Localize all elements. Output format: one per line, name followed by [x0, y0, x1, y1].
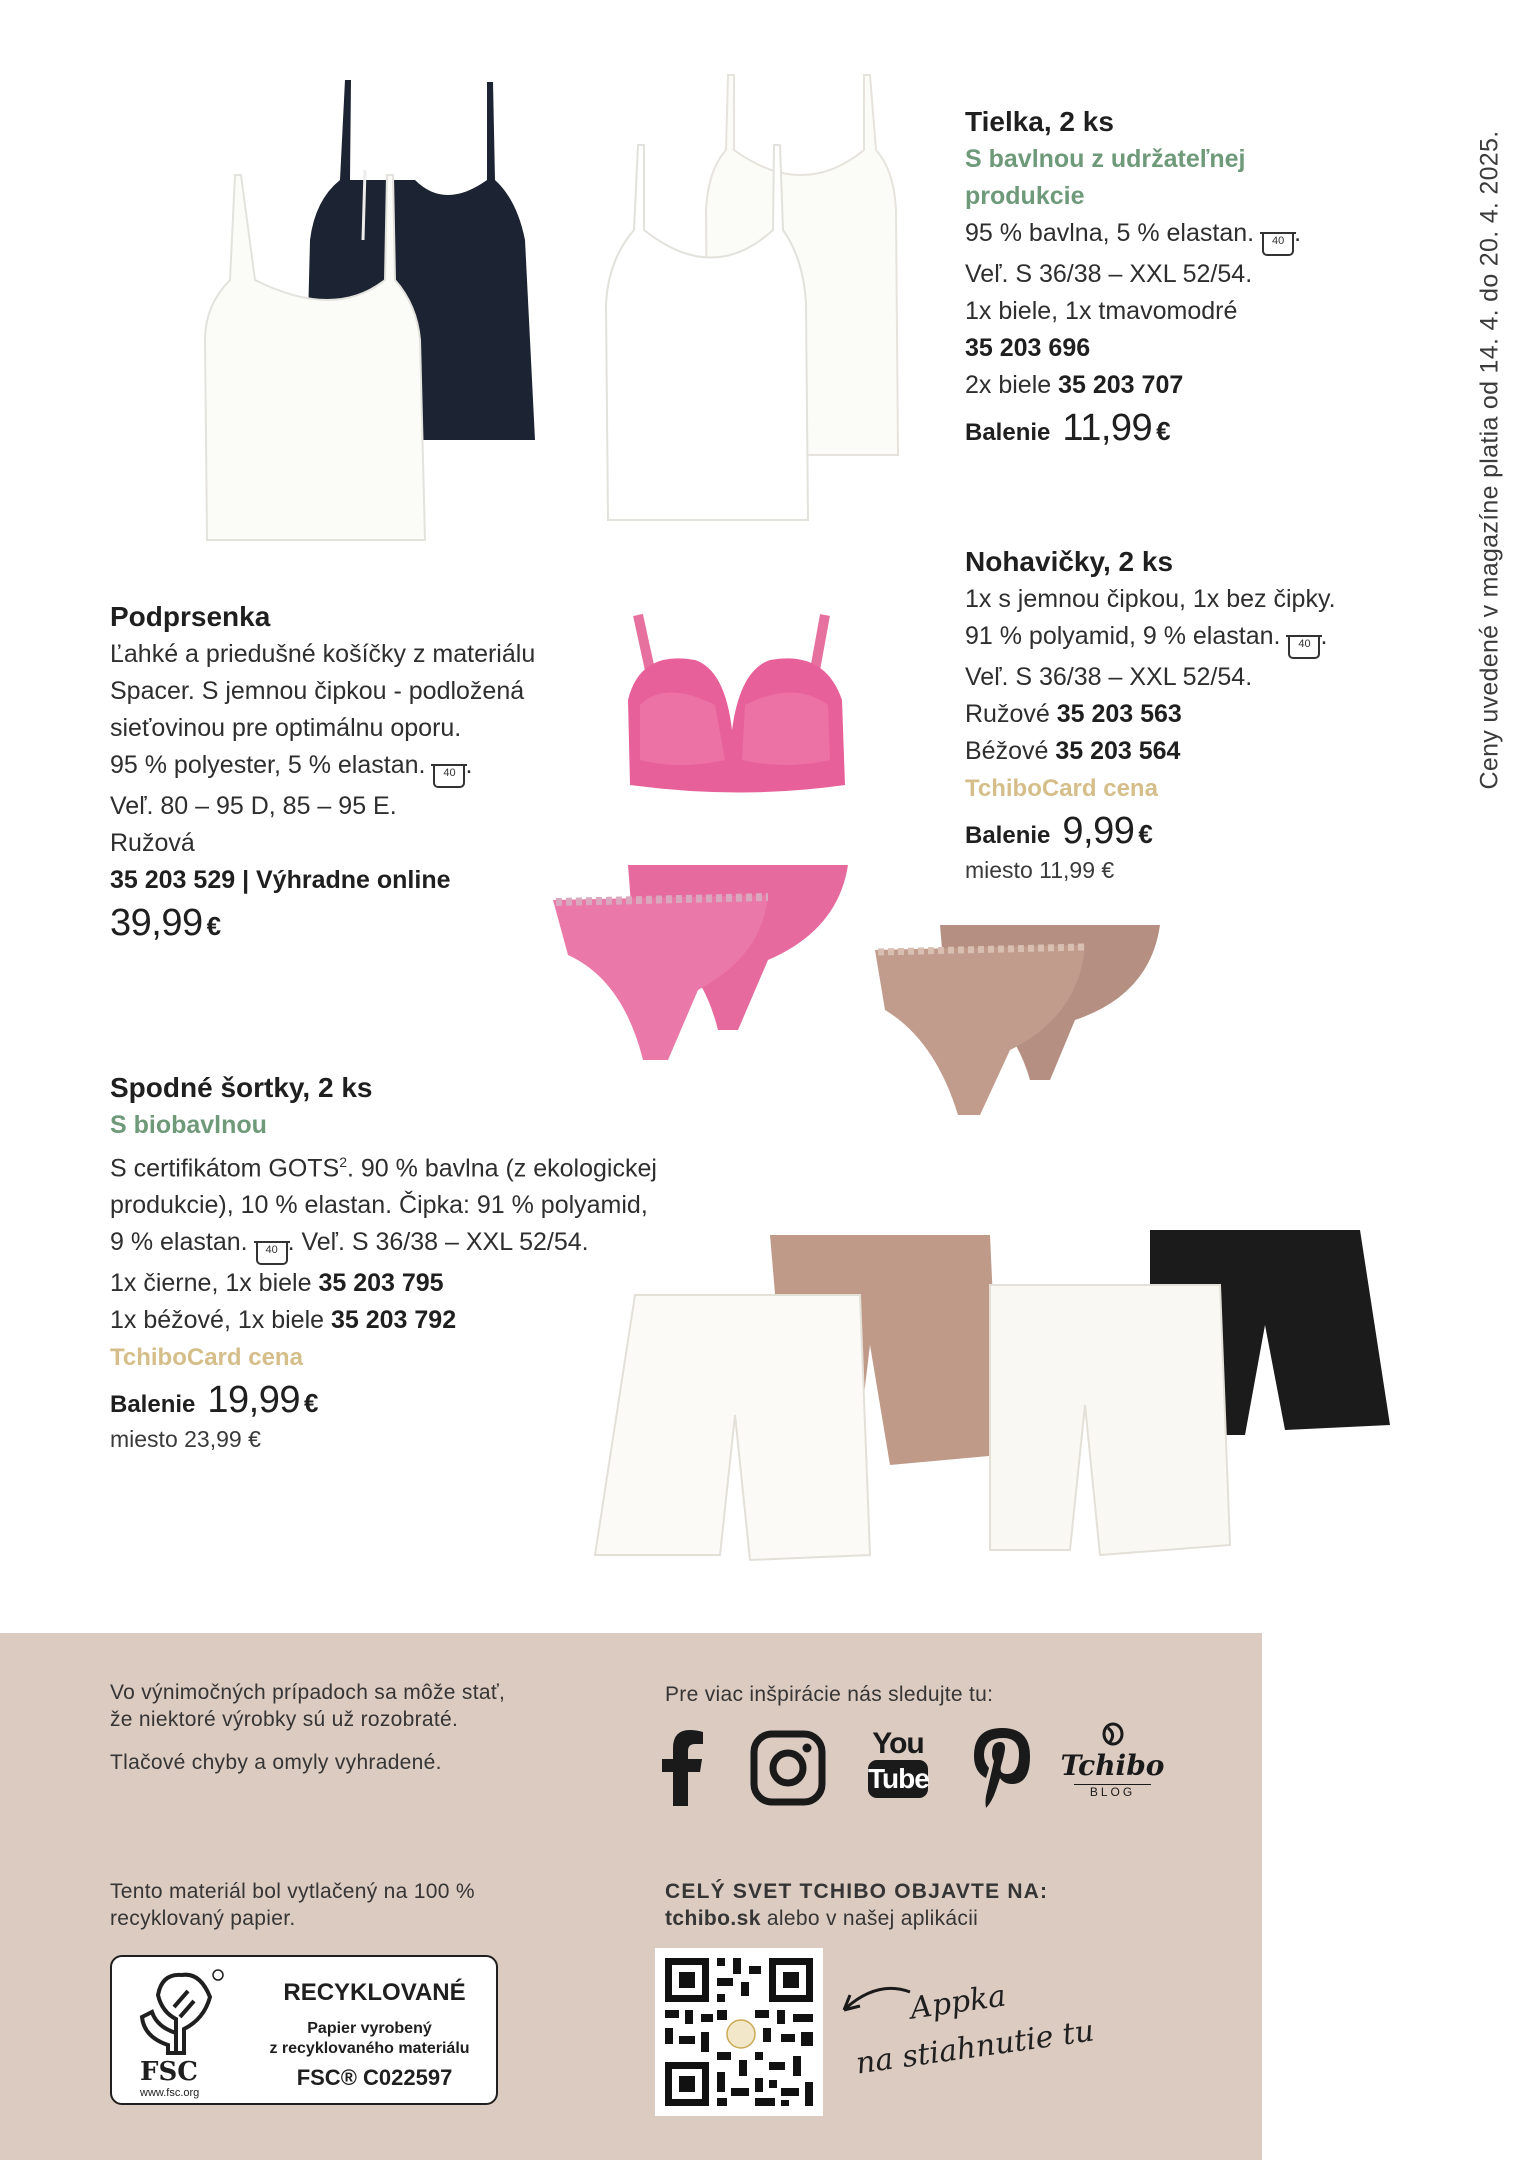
tchibo-bean-icon — [1098, 1722, 1128, 1746]
tielka-price-row: Balenie 11,99 € — [965, 407, 1171, 449]
sortky-price: 19,99 € — [207, 1379, 318, 1422]
validity-note: Ceny uvedené v magazíne platia od 14. 4. do 20. 4. 2025. — [1475, 130, 1504, 790]
nohavicky-price-row: Balenie 9,99 € — [965, 810, 1153, 852]
wash-40-icon: 40 — [433, 764, 465, 788]
podprsenka-composition: 95 % polyester, 5 % elastan. 40 . — [110, 747, 590, 788]
nohavicky-variant-2: Béžové 35 203 564 — [965, 737, 1181, 765]
tielka-subtitle-2: produkcie — [965, 182, 1085, 210]
youtube-icon[interactable]: You Tube — [868, 1728, 928, 1798]
tielka-title: Tielka, 2 ks — [965, 106, 1114, 137]
nohavicky-price: 9,99 € — [1062, 810, 1153, 852]
sortky-subtitle: S biobavlnou — [110, 1111, 267, 1139]
tielka-price: 11,99 € — [1062, 407, 1171, 449]
sortky-composition: 9 % elastan. 40 . Veľ. S 36/38 – XXL 52/54. — [110, 1224, 730, 1265]
sortky-old-price: miesto 23,99 € — [110, 1426, 261, 1453]
fsc-label: FSC www.fsc.org RECYKLOVANÉ Papier vyrobený z recyklovaného materiálu FSC® C022597 — [110, 1955, 498, 2105]
pink-bra-image — [620, 610, 850, 810]
camisoles-white-image — [598, 70, 908, 540]
follow-text: Pre viac inšpirácie nás sledujte tu: — [665, 1683, 994, 1706]
tchibo-world: CELÝ SVET TCHIBO OBJAVTE NA: tchibo.sk alebo v našej aplikácii — [665, 1878, 1225, 1932]
footer-notes: Vo výnimočných prípadoch sa môže stať, že niektoré výrobky sú už rozobraté. Tlačové chyby a omyly vyhradené. — [110, 1681, 506, 1774]
instagram-icon[interactable] — [750, 1730, 826, 1806]
tielka-variant-1: 1x biele, 1x tmavomodré — [965, 297, 1238, 325]
podprsenka-price-row — [110, 902, 590, 945]
camisoles-white-navy-image — [195, 70, 555, 550]
nohavicky-old-price: miesto 11,99 € — [965, 857, 1115, 883]
podprsenka-color: Ružová — [110, 829, 195, 857]
tielka-subtitle-1: S bavlnou z udržateľnej — [965, 145, 1246, 173]
tielka-code-2: 35 203 707 — [1058, 371, 1184, 399]
podprsenka-code: 35 203 529 | Výhradne online — [110, 866, 451, 894]
podprsenka-size: Veľ. 80 – 95 D, 85 – 95 E. — [110, 792, 397, 820]
tielka-composition: 95 % bavlna, 5 % elastan. 40 . — [965, 215, 1385, 256]
sortky-title: Spodné šortky, 2 ks — [110, 1072, 373, 1103]
podprsenka-block: Podprsenka Ľahké a priedušné košíčky z materiálu Spacer. S jemnou čipkou - podložená sieťovinou pre optimálnu oporu. 95 % polyester, 5 % elastan. 40 . Veľ. 80 – 95 D, 85 – 95 E. Ružová 35 203 529 | Výhradne online 39,99 € — [110, 598, 590, 945]
sortky-variant-2: 1x béžové, 1x biele 35 203 792 — [110, 1306, 457, 1335]
nohavicky-variant-1: Ružové 35 203 563 — [965, 700, 1182, 728]
podprsenka-price: 39,99 € — [110, 902, 221, 944]
app-download-handwriting-2: na stiahnutie tu — [853, 2013, 1097, 2082]
recycle-note: Tento materiál bol vytlačený na 100 % recyklovaný papier. — [110, 1880, 475, 1930]
tielka-variant-2: 2x biele 35 203 707 — [965, 371, 1184, 399]
facebook-icon[interactable] — [660, 1730, 704, 1806]
tchibo-blog-icon[interactable]: Tchibo BLOG — [1060, 1722, 1165, 1799]
wash-40-icon: 40 — [256, 1241, 288, 1265]
pinterest-icon[interactable] — [972, 1726, 1032, 1808]
tielka-code-1: 35 203 696 — [965, 334, 1091, 362]
app-qr-code[interactable] — [655, 1948, 823, 2116]
wash-40-icon: 40 — [1262, 232, 1294, 256]
sortky-tchibocard: TchiboCard cena — [110, 1344, 303, 1372]
tielka-size: Veľ. S 36/38 – XXL 52/54. — [965, 260, 1253, 288]
nohavicky-composition: 91 % polyamid, 9 % elastan. 40 . — [965, 618, 1405, 659]
nohavicky-block — [965, 543, 1405, 886]
tielka-block — [965, 103, 1385, 451]
beige-briefs-image — [870, 920, 1170, 1120]
app-download-handwriting: Appka — [908, 1978, 1009, 2027]
arrow-to-qr-icon — [838, 1980, 913, 2025]
sortky-variant-1: 1x čierne, 1x biele 35 203 795 — [110, 1269, 444, 1298]
fsc-tree-icon — [132, 1967, 227, 2055]
tchibo-site-line: tchibo.sk alebo v našej aplikácii — [665, 1907, 979, 1930]
nohavicky-desc: 1x s jemnou čipkou, 1x bez čipky. — [965, 585, 1336, 613]
nohavicky-tchibocard: TchiboCard cena — [965, 775, 1158, 802]
podprsenka-title: Podprsenka — [110, 601, 271, 632]
nohavicky-size: Veľ. S 36/38 – XXL 52/54. — [965, 663, 1253, 691]
sortky-block: Spodné šortky, 2 ks S biobavlnou S certifikátom GOTS$^2$. 90 % bavlna (z ekologickej produkcie), 10 % elastan. Čipka: 91 % polyamid, 9 % elastan. 40 . Veľ. S 36/38 – XXL 52/54. 1x čierne, 1x biele 35 203 795 1x béžové, 1x biele 35 203 792 TchiboCard cena Balenie 19,99 € miesto 23,99 € — [110, 1069, 730, 1455]
tchibo-site-link[interactable]: tchibo.sk — [665, 1907, 761, 1930]
pink-briefs-image — [548, 860, 858, 1060]
nohavicky-title: Nohavičky, 2 ks — [965, 546, 1174, 577]
wash-40-icon: 40 — [1288, 635, 1320, 659]
sortky-price-row: Balenie 19,99 € — [110, 1379, 318, 1422]
